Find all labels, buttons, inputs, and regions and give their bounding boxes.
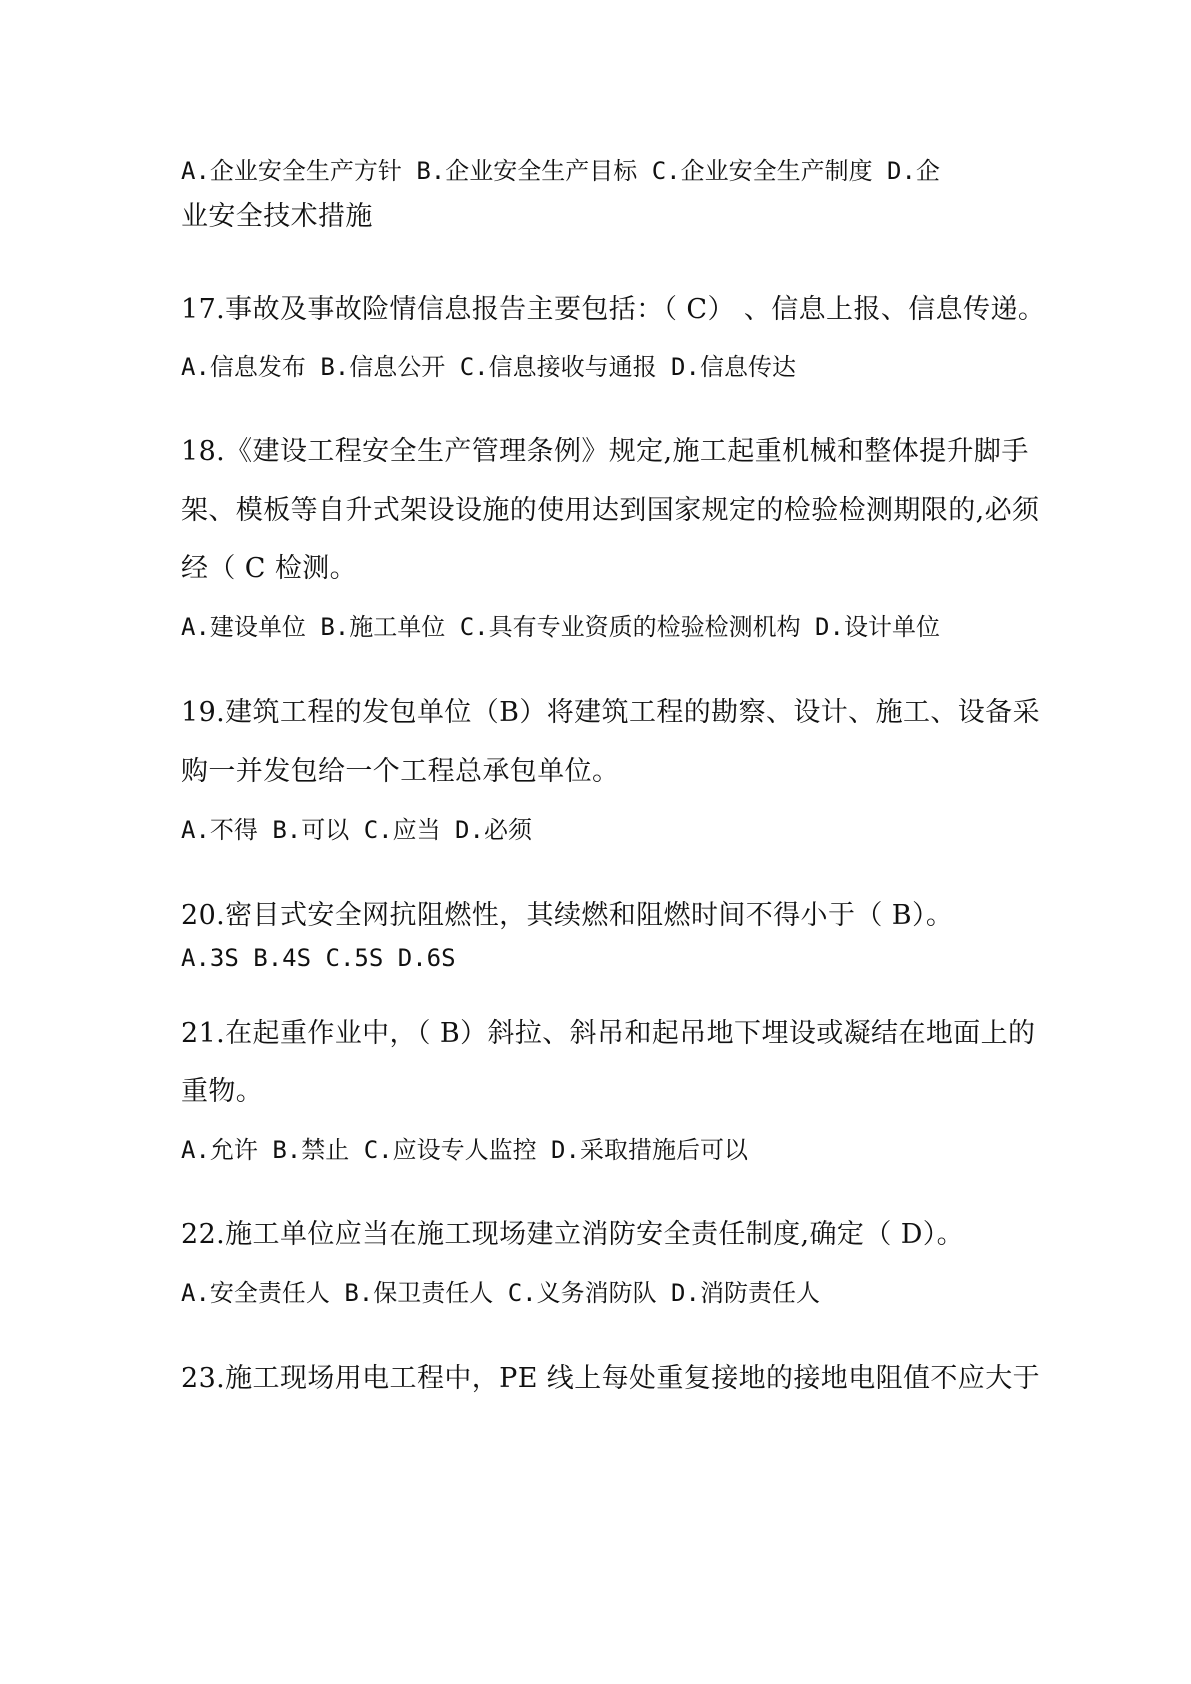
question-18-line-3: 经（ C 检测。 (181, 553, 358, 584)
question-23: 23.施工现场用电工程中，PE 线上每处重复接地的接地电阻值不应大于 (181, 1363, 1040, 1394)
q22-options: A.安全责任人 B.保卫责任人 C.义务消防队 D.消防责任人 (181, 1279, 820, 1307)
q21-options: A.允许 B.禁止 C.应设专人监控 D.采取措施后可以 (181, 1136, 748, 1164)
q18-options: A.建设单位 B.施工单位 C.具有专业资质的检验检测机构 D.设计单位 (181, 613, 940, 641)
question-20: 20.密目式安全网抗阻燃性，其续燃和阻燃时间不得小于（ B）。 (181, 900, 954, 931)
question-21-line-2: 重物。 (181, 1076, 264, 1107)
q17-options: A.信息发布 B.信息公开 C.信息接收与通报 D.信息传达 (181, 353, 796, 381)
question-19-line-2: 购一并发包给一个工程总承包单位。 (181, 756, 620, 787)
question-21-line-1: 21.在起重作业中，（ B）斜拉、斜吊和起吊地下埋设或凝结在地面上的 (181, 1018, 1036, 1049)
q20-options: A.3S B.4S C.5S D.6S (181, 944, 456, 972)
q16-options-line-2: 业安全技术措施 (181, 201, 373, 232)
question-18-line-2: 架、模板等自升式架设设施的使用达到国家规定的检验检测期限的,必须 (181, 495, 1040, 526)
question-22: 22.施工单位应当在施工现场建立消防安全责任制度,确定（ D）。 (181, 1219, 965, 1250)
question-18-line-1: 18.《建设工程安全生产管理条例》规定,施工起重机械和整体提升脚手 (181, 436, 1029, 467)
q16-options-line-1: A.企业安全生产方针 B.企业安全生产目标 C.企业安全生产制度 D.企 (181, 157, 940, 185)
question-17: 17.事故及事故险情信息报告主要包括：（ C） 、信息上报、信息传递。 (181, 294, 1046, 325)
question-19-line-1: 19.建筑工程的发包单位（B）将建筑工程的勘察、设计、施工、设备采 (181, 697, 1040, 728)
q19-options: A.不得 B.可以 C.应当 D.必须 (181, 816, 532, 844)
